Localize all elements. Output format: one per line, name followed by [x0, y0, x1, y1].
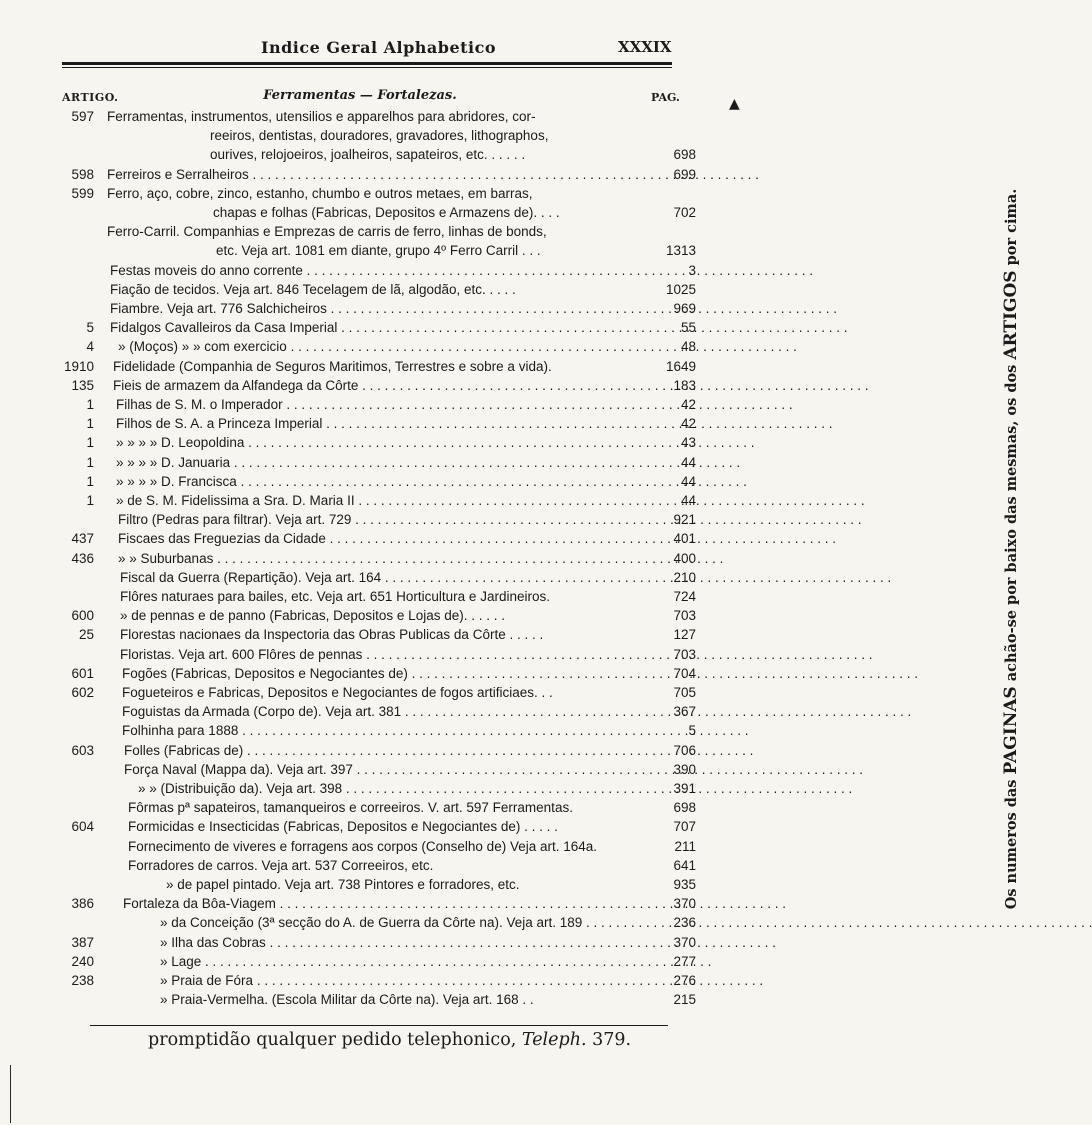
article-number: 5 [86, 320, 94, 336]
entry-text: » » Suburbanas . . . [118, 549, 664, 568]
article-number: 436 [71, 550, 94, 566]
entry-text: Fogões (Fabricas, Depositos e Negociantes de) . . . [122, 664, 664, 683]
index-row [0, 203, 757, 222]
footer-phone-label: Teleph. [521, 1030, 587, 1050]
entry-text: Festas moveis do anno corrente . . . [110, 261, 664, 280]
index-row [0, 702, 757, 721]
index-row [0, 913, 757, 932]
index-row [0, 529, 757, 548]
index-row [0, 337, 757, 356]
bottom-rule [90, 1025, 668, 1026]
entry-text: » Praia-Vermelha. (Escola Militar da Côrte na). Veja art. 168 . . [160, 992, 534, 1008]
page-ref: 43 [680, 435, 696, 451]
article-number: 599 [71, 185, 94, 201]
entry-text: Ferro-Carril. Companhias e Emprezas de carris de ferro, linhas de bonds, [107, 224, 547, 240]
article-number: 135 [71, 377, 94, 393]
page-ref: 703 [673, 646, 696, 662]
entry-text: Filhos de S. A. a Princeza Imperial . . . [116, 414, 664, 433]
index-row [0, 357, 757, 376]
article-number: 1 [86, 473, 94, 489]
entry-text: Fiambre. Veja art. 776 Salchicheiros . . . [110, 299, 664, 318]
page-title: Indice Geral Alphabetico [260, 38, 497, 57]
page-ref: 370 [673, 896, 696, 912]
page-ref: 1649 [665, 358, 696, 374]
index-row [0, 261, 757, 280]
index-row [0, 472, 757, 491]
index-row [0, 875, 757, 894]
index-row [0, 952, 757, 971]
entry-text: » » » » D. Francisca . . . [116, 472, 664, 491]
index-row [0, 299, 757, 318]
article-number: 238 [71, 973, 94, 988]
page-ref: 370 [673, 934, 696, 950]
entry-text: Fôrmas pª sapateiros, tamanqueiros e correeiros. V. art. 597 Ferramentas. [128, 800, 573, 816]
index-row [0, 491, 757, 510]
entry-text: Ferreiros e Serralheiros . . . [107, 165, 664, 184]
page-ref: 367 [673, 704, 696, 720]
header-rule-thick [62, 62, 672, 65]
entry-text: » Lage . . . [160, 952, 664, 971]
entry-text: Foguistas da Armada (Corpo de). Veja art. 381 . . . [122, 702, 664, 721]
entry-text: » de pennas e de panno (Fabricas, Depositos e Lojas de). . . . . . [120, 608, 505, 624]
index-row [0, 241, 757, 260]
entry-text: » Praia de Fóra . . . [160, 971, 664, 990]
index-row [0, 318, 757, 337]
index-row [0, 414, 757, 433]
page-ref: 641 [673, 857, 696, 873]
entry-text: Fogueteiros e Fabricas, Depositos e Negociantes de fogos artificiaes. . . [122, 685, 553, 700]
article-number: 387 [71, 934, 94, 950]
article-number: 603 [71, 742, 94, 758]
footer-text: promptidão qualquer pedido telephonico, [148, 1030, 517, 1050]
page-ref: 390 [673, 761, 696, 777]
index-row [0, 664, 757, 683]
footer-phone-number: 379. [592, 1030, 632, 1050]
page-ref: 705 [673, 685, 696, 700]
entry-text: Fiação de tecidos. Veja art. 846 Tecelagem de lã, algodão, etc. . . . . [110, 281, 516, 297]
page-ref: 724 [673, 589, 696, 604]
index-row [0, 568, 757, 587]
page-ref: 276 [673, 973, 696, 988]
index-row [0, 779, 757, 798]
entry-text: Fortaleza da Bôa-Viagem . . . [123, 894, 664, 913]
entry-text: Ferramentas, instrumentos, utensilios e apparelhos para abridores, cor- [107, 109, 536, 124]
article-number: 1 [86, 416, 94, 432]
article-number: 386 [71, 896, 94, 912]
arrow-up-icon: ▲ [729, 96, 740, 112]
article-number: 598 [71, 166, 94, 182]
entry-text: Ferro, aço, cobre, zinco, estanho, chumbo e outros metaes, em barras, [107, 185, 533, 201]
article-number: 4 [86, 339, 94, 355]
page-number: XXXIX [618, 38, 672, 56]
page-ref: 707 [673, 819, 696, 835]
entry-text: Filhas de S. M. o Imperador . . . [116, 395, 664, 414]
entry-text: » » » » D. Leopoldina . . . [116, 433, 664, 452]
side-note-part3: achão-se por baixo das mesmas, os dos [1003, 364, 1020, 682]
entry-text: Flôres naturaes para bailes, etc. Veja art. 651 Horticultura e Jardineiros. [120, 589, 550, 604]
index-row [0, 606, 757, 625]
entry-text: Fornecimento de viveres e forragens aos corpos (Conselho de) Veja art. 164a. [128, 838, 598, 854]
entry-text: Floristas. Veja art. 600 Flôres de pennas . . . [120, 645, 664, 664]
article-number: 1 [86, 397, 94, 412]
index-row [0, 990, 757, 1009]
index-row [0, 126, 757, 145]
entry-text: Folhinha para 1888 . . . [122, 721, 664, 740]
article-number: 1910 [63, 358, 94, 374]
entry-text: etc. Veja art. 1081 em diante, grupo 4º Ferro Carril . . . [216, 243, 541, 259]
index-row [0, 587, 757, 606]
page-ref: 211 [674, 838, 696, 854]
entry-text: » » » » D. Januaria . . . [116, 453, 664, 472]
article-number: 1 [86, 454, 94, 470]
index-row [0, 376, 757, 395]
column-header-artigo: ARTIGO. [62, 91, 119, 104]
index-row [0, 817, 757, 836]
entry-text: Fiscaes das Freguezias da Cidade . . . [118, 529, 664, 548]
index-row [0, 645, 757, 664]
entry-text: Formicidas e Insecticidas (Fabricas, Depositos e Negociantes de) . . . . . [128, 819, 558, 835]
entry-text: ourives, relojoeiros, joalheiros, sapateiros, etc. . . . . . [210, 147, 526, 163]
section-title: Ferramentas — Fortalezas. [263, 88, 457, 103]
entry-text: » (Moços) » » com exercicio . . . [118, 337, 664, 356]
index-row [0, 760, 757, 779]
entry-text: Florestas nacionaes da Inspectoria das Obras Publicas da Côrte . . . . . [120, 627, 544, 643]
page-ref: 391 [673, 781, 696, 796]
entry-text: Fidalgos Cavalleiros da Casa Imperial . . . [110, 318, 664, 337]
entry-text: » de S. M. Fidelissima a Sra. D. Maria II . . . [116, 491, 664, 510]
index-row [0, 837, 757, 856]
article-number: 1 [86, 493, 94, 508]
entry-text: » da Conceição (3ª secção do A. de Guerra da Côrte na). Veja art. 189 . . . [160, 913, 664, 932]
article-number: 240 [71, 953, 94, 969]
header-rule-thin [62, 67, 672, 68]
page-ref: 400 [673, 550, 696, 566]
page-ref: 215 [673, 992, 696, 1008]
page-ref: 969 [673, 301, 696, 316]
article-number: 601 [71, 665, 94, 681]
index-row [0, 894, 757, 913]
index-row [0, 741, 757, 760]
entry-text: Forradores de carros. Veja art. 537 Correeiros, etc. [128, 857, 434, 873]
index-row [0, 856, 757, 875]
page-ref: 1025 [665, 281, 696, 297]
page-ref: 706 [673, 742, 696, 758]
entry-text: » Ilha das Cobras . . . [160, 933, 664, 952]
margin-mark [10, 1065, 11, 1123]
page-ref: 935 [673, 877, 696, 892]
side-note-paginas: PAGINAS [1001, 686, 1021, 775]
article-number: 602 [71, 685, 94, 700]
side-note-artigos: ARTIGOS [1001, 270, 1021, 360]
page-ref: 55 [680, 320, 696, 336]
entry-text: Fidelidade (Companhia de Seguros Maritimos, Terrestres e sobre a vida). [113, 358, 552, 374]
index-row [0, 798, 757, 817]
index-row [0, 453, 757, 472]
index-row [0, 625, 757, 644]
page-ref: 3 [688, 262, 696, 278]
entry-text: » de papel pintado. Veja art. 738 Pintores e forradores, etc. [166, 877, 520, 892]
index-row [0, 184, 757, 203]
page-ref: 277 [673, 953, 696, 969]
page-ref: 44 [680, 493, 696, 508]
footer-line [148, 1030, 631, 1050]
entry-text: chapas e folhas (Fabricas, Depositos e Armazens de). . . . [213, 205, 560, 220]
index-row [0, 433, 757, 452]
article-number: 604 [71, 819, 94, 835]
page-ref: 699 [673, 166, 696, 182]
page-ref: 210 [673, 569, 696, 585]
page-ref: 921 [673, 512, 696, 528]
entry-text: Fieis de armazem da Alfandega da Côrte . . . [113, 376, 664, 395]
page-ref: 401 [673, 531, 696, 547]
page-ref: 44 [680, 454, 696, 470]
page-ref: 5 [688, 723, 696, 739]
index-row [0, 165, 757, 184]
page-ref: 183 [673, 377, 696, 393]
index-row [0, 107, 757, 126]
entry-text: Filtro (Pedras para filtrar). Veja art. 729 . . . [118, 510, 664, 529]
page-ref: 698 [673, 800, 696, 816]
page-ref: 236 [673, 915, 696, 931]
side-note-part5: por cima. [1003, 188, 1020, 266]
index-row [0, 145, 757, 164]
article-number: 437 [71, 531, 94, 547]
page-ref: 702 [673, 205, 696, 220]
article-number: 1 [86, 435, 94, 451]
entry-text: reeiros, dentistas, douradores, gravadores, lithographos, [210, 128, 549, 144]
page-ref: 42 [680, 397, 696, 412]
entry-text: Folles (Fabricas de) . . . [124, 741, 664, 760]
page-ref: 703 [673, 608, 696, 624]
column-header-pag: PAG. [651, 91, 680, 104]
entry-text: » » (Distribuição da). Veja art. 398 . . . [138, 779, 664, 798]
entry-text: Fiscal da Guerra (Repartição). Veja art. 164 . . . [120, 568, 664, 587]
side-note [1001, 114, 1029, 984]
page-ref: 44 [680, 473, 696, 489]
index-row [0, 721, 757, 740]
page-ref: 1313 [665, 243, 696, 259]
article-number: 597 [71, 109, 94, 124]
page-ref: 704 [673, 665, 696, 681]
index-row [0, 549, 757, 568]
article-number: 25 [78, 627, 94, 643]
index-row [0, 222, 757, 241]
page-ref: 42 [680, 416, 696, 432]
page-ref: 127 [673, 627, 696, 643]
index-row [0, 395, 757, 414]
index-row [0, 280, 757, 299]
index-row [0, 933, 757, 952]
article-number: 600 [71, 608, 94, 624]
index-row [0, 971, 757, 990]
index-row [0, 683, 757, 702]
index-row [0, 510, 757, 529]
entry-text: Força Naval (Mappa da). Veja art. 397 . . . [124, 760, 664, 779]
side-note-part1: Os numeros das [1003, 779, 1020, 910]
page-ref: 698 [673, 147, 696, 163]
page-ref: 48 [680, 339, 696, 355]
